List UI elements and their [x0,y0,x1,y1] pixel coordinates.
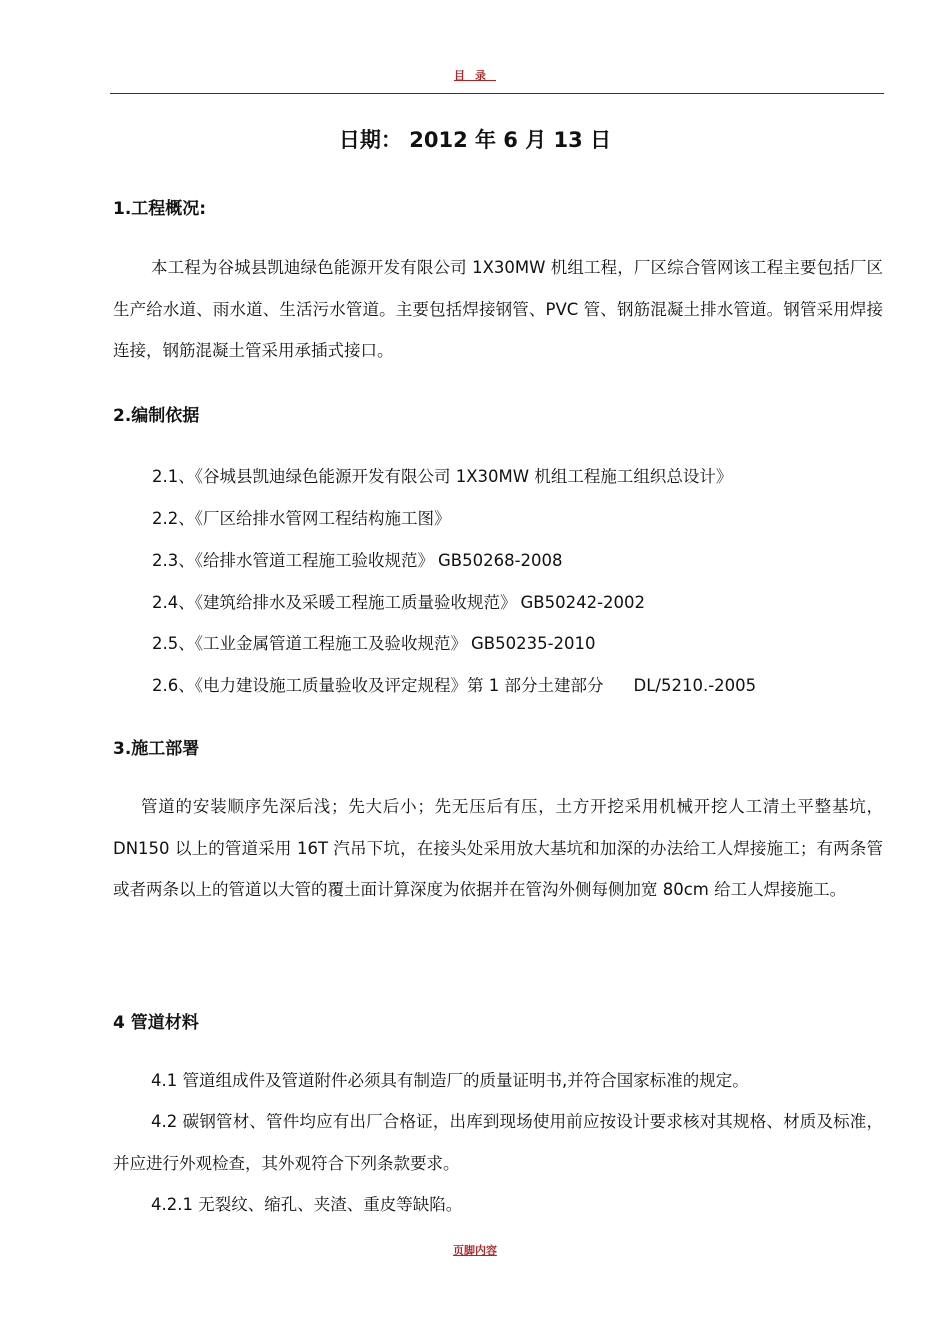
reference-standard-code: GB50242-2002 [520,593,646,612]
header-divider [110,93,884,94]
section-4-paragraph-3: 4.2.1 无裂纹、缩孔、夹渣、重皮等缺陷。 [151,1195,463,1214]
date-title: 日期： 2012 年 6 月 13 日 [338,128,612,152]
reference-standard-code: DL/5210.-2005 [633,676,757,695]
footer-content-link[interactable]: 页脚内容 [453,1244,497,1257]
reference-title: 《工业金属管道工程施工及验收规范》 [194,634,467,653]
section-4-paragraph-1: 4.1 管道组成件及管道附件必须具有制造厂的质量证明书,并符合国家标准的规定。 [151,1071,749,1090]
reference-number: 2.6、 [152,676,195,695]
reference-title: 《电力建设施工质量验收及评定规程》第 1 部分土建部分 [194,676,604,695]
section-1-heading: 1.工程概况: [113,199,207,219]
reference-title: 《给排水管道工程施工验收规范》 [194,551,434,570]
reference-item [152,505,451,529]
reference-number: 2.4、 [152,593,195,612]
reference-title: 《谷城县凯迪绿色能源开发有限公司 1X30MW 机组工程施工组织总设计》 [194,467,733,486]
reference-number: 2.5、 [152,634,195,653]
reference-item [152,547,563,571]
header-toc-link[interactable]: 目录 [454,69,496,82]
reference-title: 《建筑给排水及采暖工程施工质量验收规范》 [194,593,517,612]
reference-number: 2.2、 [152,509,195,528]
reference-item [152,589,645,613]
section-3-heading: 3.施工部署 [113,739,200,759]
section-2-heading: 2.编制依据 [113,406,200,426]
reference-number: 2.1、 [152,467,195,486]
section-3-paragraph: 管道的安装顺序先深后浅；先大后小；先无压后有压，土方开挖采用机械开挖人工清土平整基坑，DN150 以上的管道采用 16T 汽吊下坑，在接头处采用放大基坑和加深的办法给工人焊接施工；有两条管或者两条以上的管道以大管的覆土面计算深度为依据并在管沟外侧每侧加宽 80cm 给工人焊接施工。 [113,797,883,899]
reference-standard-code: GB50235-2010 [471,634,596,653]
reference-number: 2.3、 [152,551,195,570]
reference-title: 《厂区给排水管网工程结构施工图》 [194,509,451,528]
reference-item [152,672,756,696]
reference-item [152,463,732,487]
reference-standard-code: GB50268-2008 [438,551,563,570]
section-1-paragraph: 本工程为谷城县凯迪绿色能源开发有限公司 1X30MW 机组工程，厂区综合管网该工程主要包括厂区生产给水道、雨水道、生活污水管道。主要包括焊接钢管、PVC 管、钢筋混凝土排水管道。钢管采用焊接连接，钢筋混凝土管采用承插式接口。 [113,258,883,360]
reference-item [152,630,596,654]
section-4-heading: 4 管道材料 [113,1013,199,1033]
section-4-paragraph-2: 4.2 碳钢管材、管件均应有出厂合格证，出库到现场使用前应按设计要求核对其规格、材质及标准，并应进行外观检查，其外观符合下列条款要求。 [113,1112,883,1173]
